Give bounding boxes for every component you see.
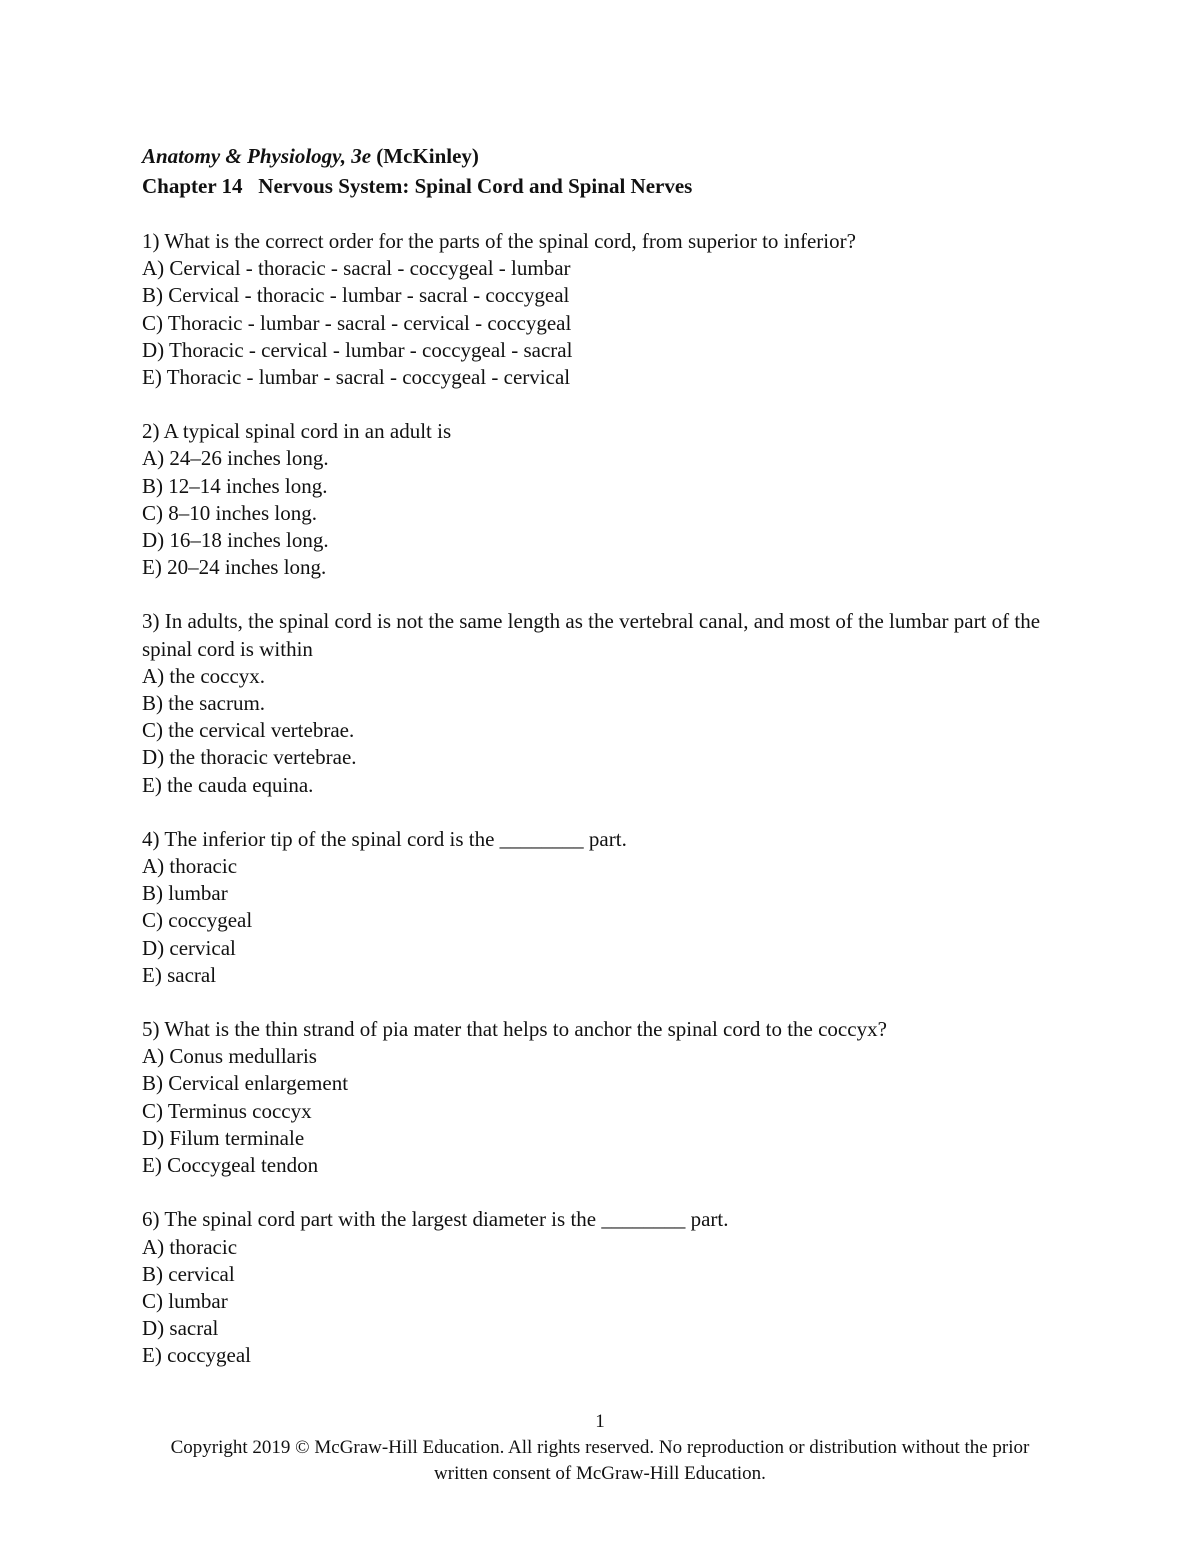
answer-option: C) Thoracic - lumbar - sacral - cervical - coccygeal: [142, 310, 572, 335]
answer-option: D) Filum terminale: [142, 1125, 305, 1150]
book-title: Anatomy & Physiology, 3e: [142, 144, 372, 168]
answer-option: E) coccygeal: [142, 1343, 252, 1368]
question-2: [142, 418, 1072, 581]
answer-option: E) sacral: [142, 962, 217, 987]
answer-option: C) lumbar: [142, 1288, 228, 1313]
answer-option: D) the thoracic vertebrae.: [142, 745, 357, 770]
book-title-line: [142, 141, 1072, 171]
answer-option: E) Coccygeal tendon: [142, 1153, 319, 1178]
answer-option: D) 16–18 inches long.: [142, 528, 329, 553]
answer-option: E) 20–24 inches long.: [142, 555, 327, 580]
question-stem: 3) In adults, the spinal cord is not the same length as the vertebral canal, and most of the lumbar part of the spinal cord is within: [142, 609, 1041, 661]
answer-option: D) cervical: [142, 935, 236, 960]
question-stem: 1) What is the correct order for the parts of the spinal cord, from superior to inferior?: [142, 229, 856, 253]
answer-option: A) thoracic: [142, 1234, 238, 1259]
answer-option: B) 12–14 inches long.: [142, 473, 328, 498]
answer-option: A) thoracic: [142, 854, 238, 879]
page-number: 1: [595, 1411, 605, 1432]
answer-option: B) lumbar: [142, 881, 228, 906]
answer-option: D) sacral: [142, 1316, 219, 1341]
copyright-notice: Copyright 2019 © McGraw-Hill Education. All rights reserved. No reproduction or distribution without the prior written consent of McGraw-Hill Education.: [170, 1437, 1030, 1484]
answer-option: B) Cervical - thoracic - lumbar - sacral - coccygeal: [142, 283, 570, 308]
document-body: [142, 141, 1072, 1370]
book-author: (McKinley): [376, 144, 479, 168]
answer-option: A) 24–26 inches long.: [142, 446, 329, 471]
question-5: [142, 1016, 1072, 1179]
answer-option: B) cervical: [142, 1261, 235, 1286]
question-stem: 6) The spinal cord part with the largest diameter is the ________ part.: [142, 1207, 729, 1232]
answer-option: E) Thoracic - lumbar - sacral - coccygeal - cervical: [142, 365, 571, 390]
answer-option: C) 8–10 inches long.: [142, 500, 317, 525]
answer-option: D) Thoracic - cervical - lumbar - coccygeal - sacral: [142, 337, 573, 362]
answer-option: A) Conus medullaris: [142, 1044, 317, 1069]
answer-option: C) coccygeal: [142, 908, 253, 933]
page-footer: [142, 1409, 1058, 1487]
chapter-heading: Chapter 14 Nervous System: Spinal Cord and Spinal Nerves: [142, 174, 693, 198]
answer-option: E) the cauda equina.: [142, 772, 314, 797]
question-3: [142, 608, 1072, 798]
answer-option: A) the coccyx.: [142, 663, 266, 688]
question-4: [142, 826, 1072, 989]
answer-option: C) Terminus coccyx: [142, 1098, 312, 1123]
question-6: [142, 1206, 1072, 1369]
answer-option: B) the sacrum.: [142, 691, 266, 716]
question-stem: 4) The inferior tip of the spinal cord is the ________ part.: [142, 826, 627, 851]
answer-option: B) Cervical enlargement: [142, 1071, 349, 1096]
answer-option: C) the cervical vertebrae.: [142, 718, 355, 743]
question-1: [142, 228, 1072, 391]
question-stem: 5) What is the thin strand of pia mater that helps to anchor the spinal cord to the coccyx?: [142, 1017, 887, 1042]
question-stem: 2) A typical spinal cord in an adult is: [142, 419, 452, 444]
answer-option: A) Cervical - thoracic - sacral - coccygeal - lumbar: [142, 256, 571, 281]
